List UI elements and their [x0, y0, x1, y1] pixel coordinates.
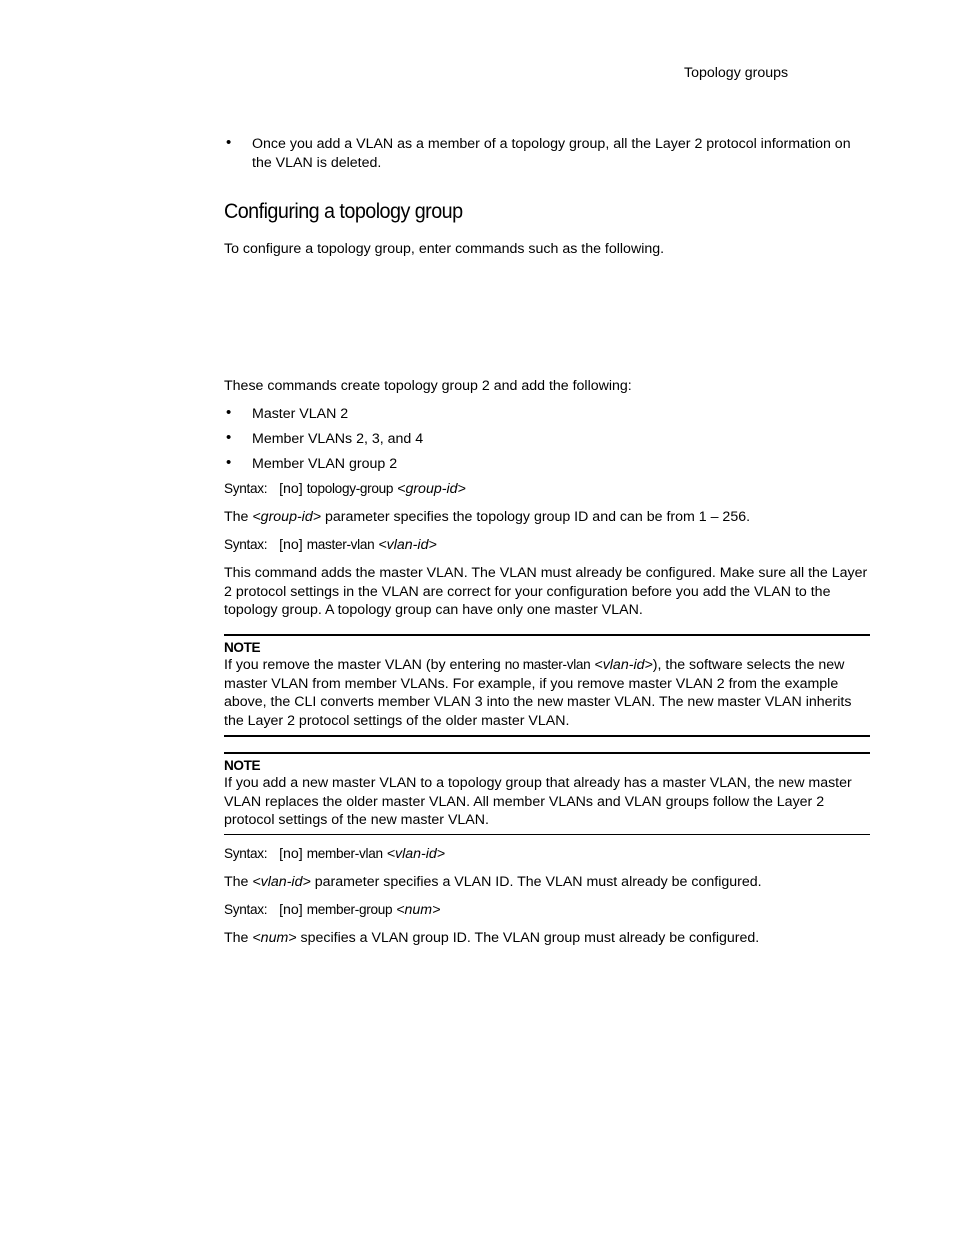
note-bottom-rule	[224, 834, 870, 835]
intro-bullet: Once you add a VLAN as a member of a topology group, all the Layer 2 protocol information on the VLAN is deleted.	[252, 136, 851, 171]
bullet-marker: •	[226, 404, 232, 421]
syntax-no: [no]	[279, 902, 303, 918]
section-heading: Configuring a topology group	[224, 199, 463, 223]
note-label: NOTE	[224, 758, 261, 773]
syntax-command: member-vlan	[306, 846, 383, 861]
syntax-label: Syntax:	[224, 902, 268, 917]
syntax-param: <vlan-id>	[386, 846, 446, 862]
desc-text: parameter specifies the topology group ID and can be from 1 – 256.	[321, 509, 751, 525]
desc-param: <vlan-id>	[252, 874, 311, 890]
note-body	[224, 656, 870, 730]
desc-text: The	[224, 509, 253, 525]
note-text: ), the software selects the new master VLAN from member VLANs. For example, if you remove master VLAN 2 from the example above, the CLI converts member VLAN 3 into the new master VLAN. The new master VLAN inherits the Layer 2 protocol settings of the older master VLAN.	[224, 657, 852, 729]
syntax-member-vlan	[224, 845, 445, 864]
syntax-no: [no]	[279, 846, 303, 862]
syntax-master-vlan	[224, 536, 437, 555]
note-text: If you remove the master VLAN (by entering	[224, 657, 505, 673]
list-item: Member VLAN group 2	[252, 456, 398, 472]
note-command: no master-vlan	[504, 657, 591, 672]
syntax-no: [no]	[279, 481, 303, 497]
syntax-label: Syntax:	[224, 537, 268, 552]
note-top-rule	[224, 634, 870, 636]
note-param: <vlan-id>	[594, 657, 653, 673]
syntax-no: [no]	[279, 537, 303, 553]
syntax-param: <group-id>	[397, 481, 466, 497]
syntax-param: <num>	[396, 902, 441, 918]
syntax-member-group	[224, 901, 440, 920]
note-bottom-rule	[224, 735, 870, 737]
note-top-rule	[224, 752, 870, 754]
syntax-command: master-vlan	[306, 537, 375, 552]
group-id-description	[224, 508, 870, 527]
vlan-id-description	[224, 873, 870, 892]
section-intro: To configure a topology group, enter commands such as the following.	[224, 241, 665, 257]
desc-param: <group-id>	[252, 509, 322, 525]
bullet-marker: •	[226, 134, 232, 151]
bullet-marker: •	[226, 429, 232, 446]
master-vlan-description: This command adds the master VLAN. The VLAN must already be configured. Make sure all the Layer 2 protocol settings in the VLAN are correct for your configuration before you add the VLAN to the topology group. A topology group can have only one master VLAN.	[224, 565, 868, 618]
commands-description: These commands create topology group 2 and add the following:	[224, 378, 632, 394]
list-item: Member VLANs 2, 3, and 4	[252, 431, 424, 447]
note-label: NOTE	[224, 640, 261, 655]
desc-text: specifies a VLAN group ID. The VLAN group must already be configured.	[296, 930, 760, 946]
syntax-label: Syntax:	[224, 846, 268, 861]
syntax-command: topology-group	[306, 481, 394, 496]
syntax-topology-group	[224, 480, 466, 499]
desc-param: <num>	[252, 930, 297, 946]
desc-text: parameter specifies a VLAN ID. The VLAN must already be configured.	[310, 874, 762, 890]
desc-text: The	[224, 874, 253, 890]
note-body: If you add a new master VLAN to a topology group that already has a master VLAN, the new master VLAN replaces the older master VLAN. All member VLANs and VLAN groups follow the Layer 2 protocol settings of the new master VLAN.	[224, 775, 852, 828]
list-item: Master VLAN 2	[252, 406, 349, 422]
num-description	[224, 929, 870, 948]
desc-text: The	[224, 930, 253, 946]
syntax-command: member-group	[306, 902, 393, 917]
syntax-label: Syntax:	[224, 481, 268, 496]
running-header: Topology groups	[684, 65, 789, 81]
syntax-param: <vlan-id>	[378, 537, 437, 553]
bullet-marker: •	[226, 454, 232, 471]
